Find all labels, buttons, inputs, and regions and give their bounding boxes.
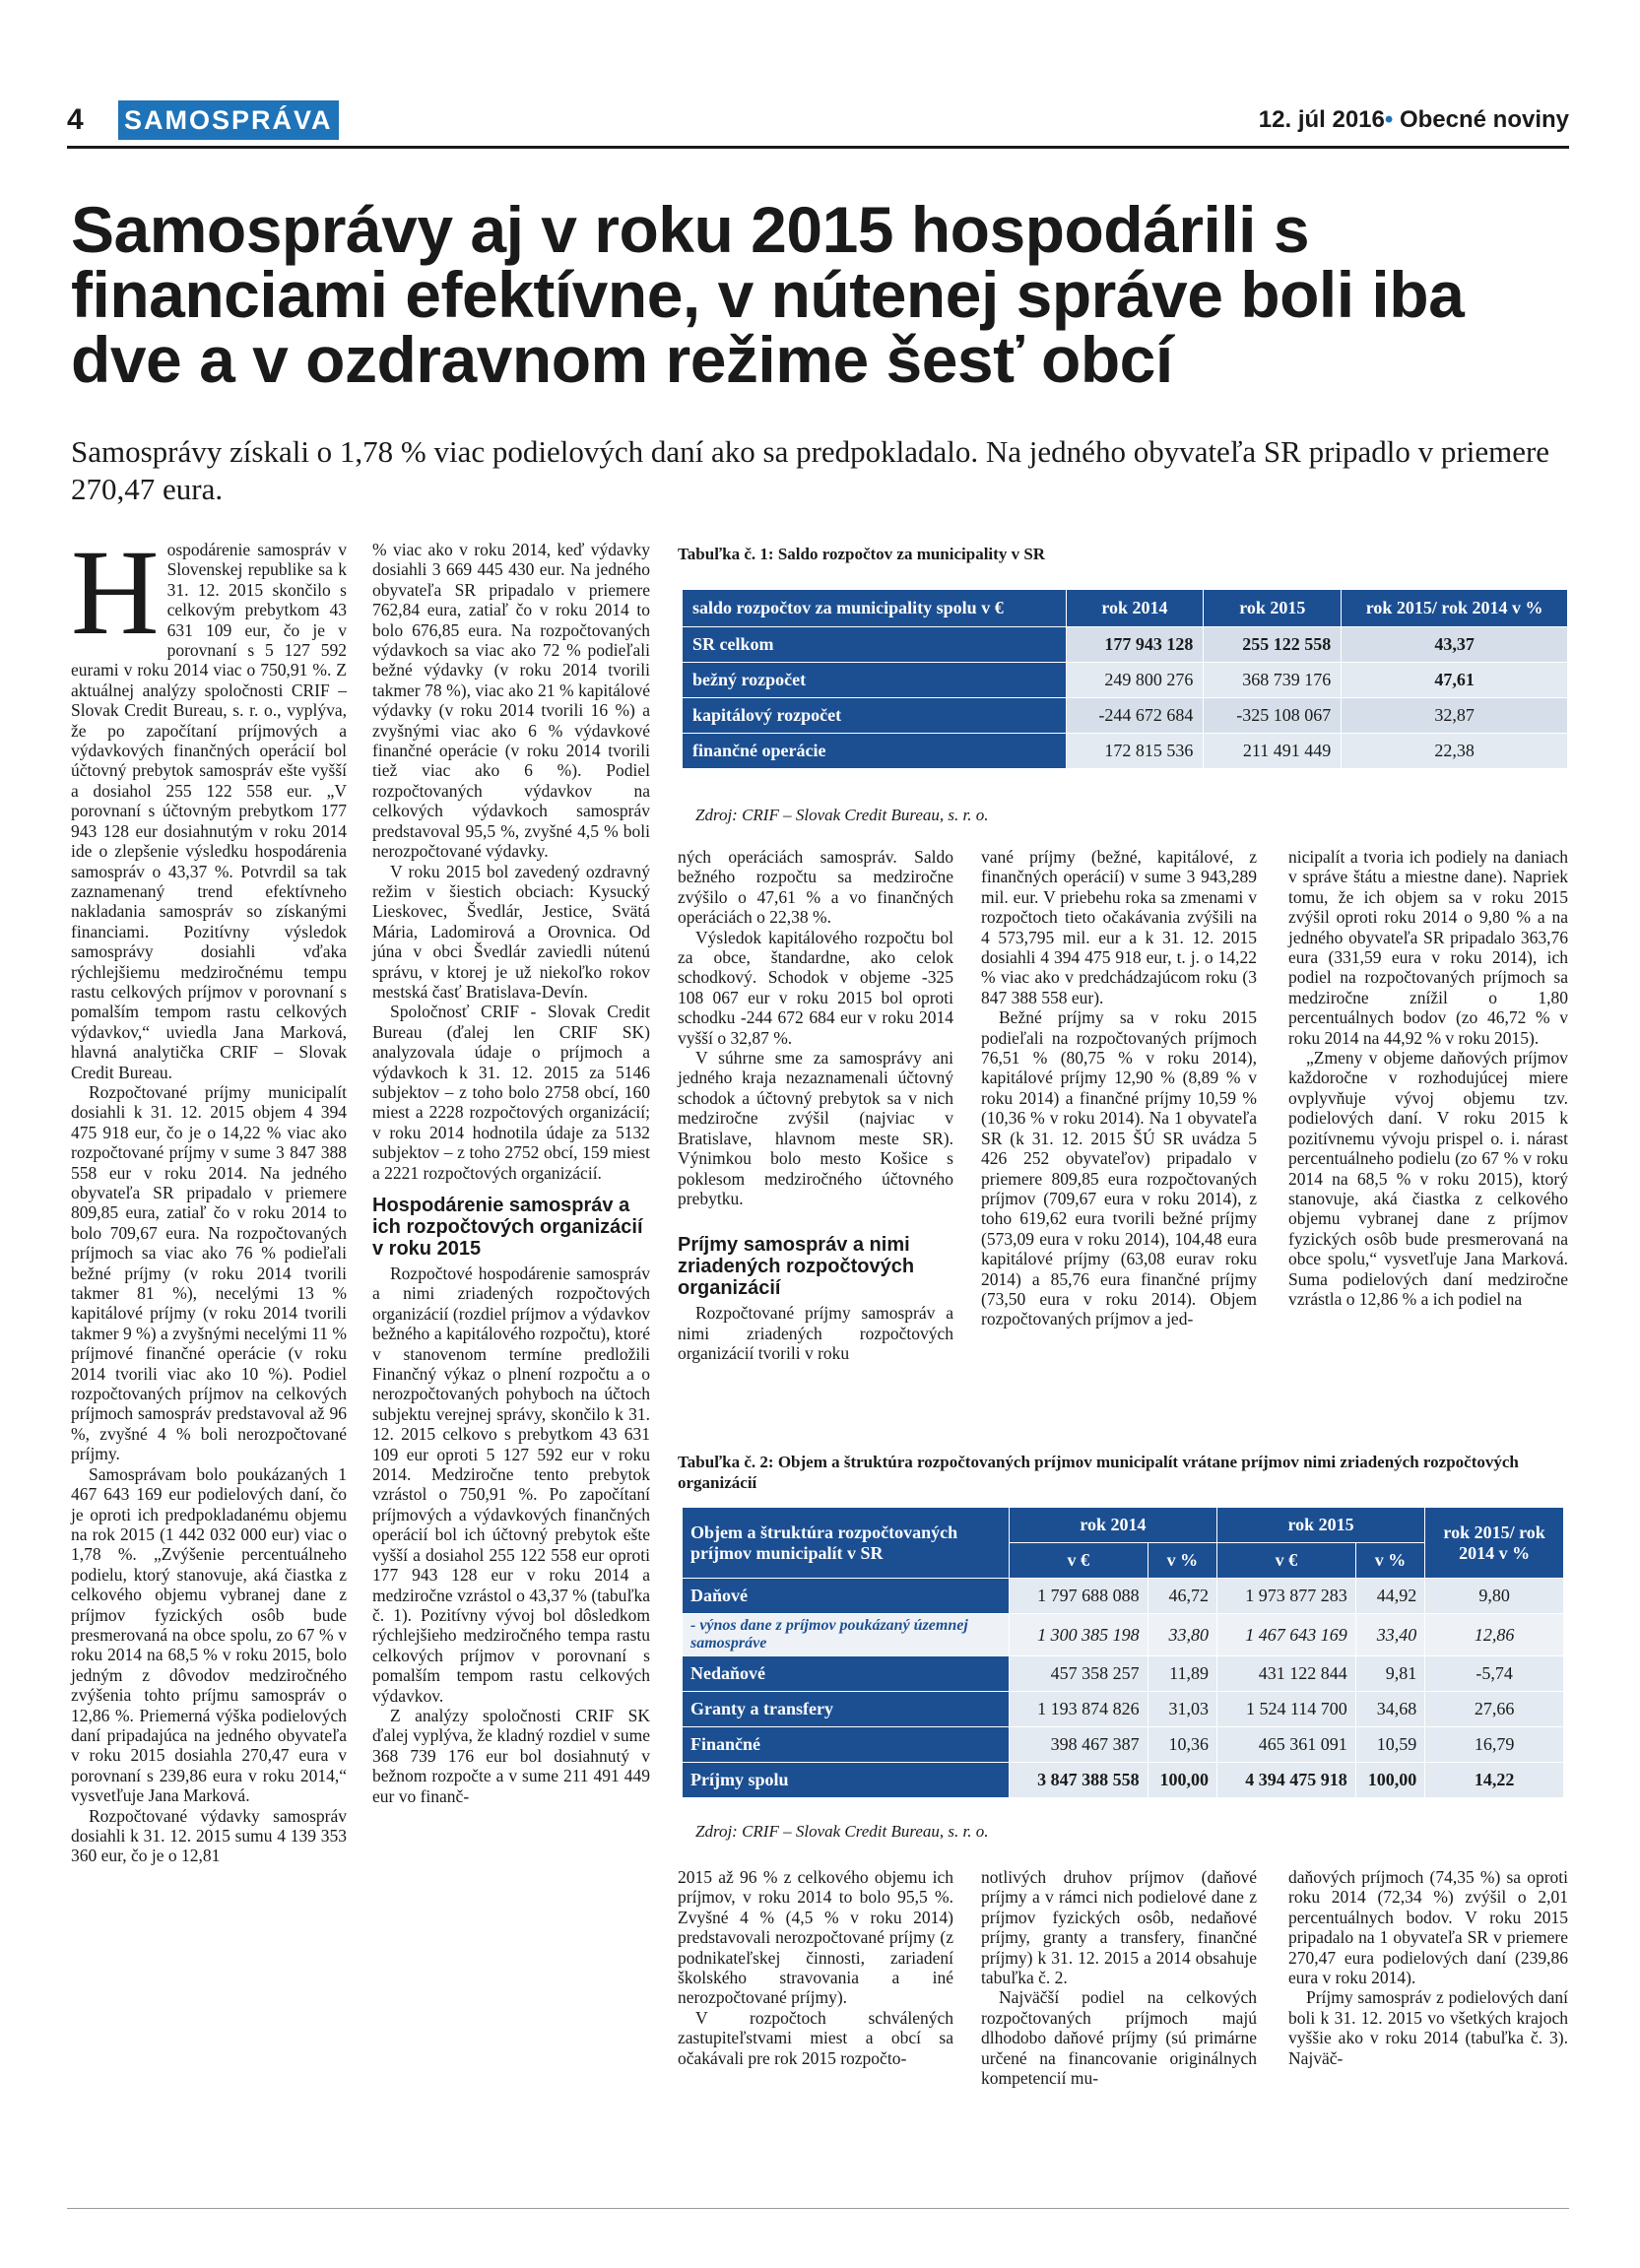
table-cell: 10,59 [1355, 1727, 1424, 1763]
row-label: finančné operácie [683, 734, 1067, 769]
paragraph: Najväčší podiel na celkových rozpočtovaných príjmoch majú dlhodobo daňové príjmy (sú primárne určené na financovanie originálnych kompetencií mu- [981, 1987, 1257, 2089]
bullet-icon: • [1384, 106, 1394, 133]
dropcap: H [71, 525, 160, 660]
table-cell: 16,79 [1425, 1727, 1564, 1763]
table-row [683, 1579, 1564, 1614]
section-heading: Príjmy samospráv a nimi zriadených rozpočtových organizácií [678, 1234, 915, 1300]
column-3-bottom [678, 1867, 953, 2068]
row-label: Príjmy spolu [683, 1763, 1010, 1798]
table-cell: -5,74 [1425, 1656, 1564, 1692]
publication-name: Obecné noviny [1399, 106, 1569, 133]
column-4 [981, 847, 1257, 1329]
table-cell: 1 300 385 198 [1009, 1614, 1148, 1656]
table-2-source: Zdroj: CRIF – Slovak Credit Bureau, s. r. o. [695, 1822, 989, 1841]
column-header: rok 2015/ rok 2014 v % [1342, 590, 1568, 627]
row-label: Granty a transfery [683, 1692, 1010, 1727]
table-cell: 43,37 [1342, 627, 1568, 663]
paragraph: Hospodárenie samospráv v Slovenskej republike sa k 31. 12. 2015 skončilo s celkovým prebytkom 43 631 109 eur, čo je v porovnaní s 5 127 592 eurami v roku 2014 viac o 750,91 %. Z aktuálnej analýzy spoločnosti CRIF – Slovak Credit Bureau, s. r. o., vyplýva, že po započítaní príjmových a výdavkových finančných operácií bol účtovný prebytok samospráv ešte vyšší a dosiahol 255 122 558 eur. „V porovnaní s účtovným prebytkom 177 943 128 eur dosiahnutým v roku 2014 ide o zlepšenie výsledku hospodárenia samospráv o 43,37 %. Potvrdil sa tak zaznamenaný trend efektívneho nakladania samospráv so získanými financiami. Pozitívny výsledok samosprávy dosiahli vďaka rýchlejšiemu medziročnému tempu rastu celkových príjmov v porovnaní s pomalším tempom rastu celkových výdavkov,“ uviedla Jana Marková, hlavná analytička CRIF – Slovak Credit Bureau. [71, 525, 347, 1082]
column-header: rok 2015 [1204, 590, 1342, 627]
row-label: Daňové [683, 1579, 1010, 1614]
table-cell: 32,87 [1342, 698, 1568, 734]
table-cell: 3 847 388 558 [1009, 1763, 1148, 1798]
table-cell: -325 108 067 [1204, 698, 1342, 734]
row-label: bežný rozpočet [683, 663, 1067, 698]
column-header: v € [1217, 1543, 1356, 1579]
paragraph: Bežné príjmy sa v roku 2015 podieľali na rozpočtovaných príjmoch 76,51 % (80,75 % v roku 2014), kapitálové príjmy 12,90 % (8,89 % v roku 2014) a finančné príjmy 10,59 % (10,36 % v roku 2014). Na 1 obyvateľa SR (k 31. 12. 2015 ŠÚ SR uvádza 5 426 252 obyvateľov) pripadalo v priemere 809,85 eura rozpočtovaných príjmov (709,67 eura v roku 2014), z toho 619,62 eura tvorili bežné príjmy (573,09 eura v roku 2014), 104,48 eura kapitálové príjmy (63,08 eurav roku 2014) a 85,76 eura finančné príjmy (73,50 eura v roku 2014). Objem rozpočtovaných príjmov a jed- [981, 1007, 1257, 1329]
table-row [683, 1692, 1564, 1727]
issue-date: 12. júl 2016 [1258, 106, 1385, 133]
table-cell: 9,81 [1355, 1656, 1424, 1692]
column-header: rok 2014 [1009, 1508, 1216, 1543]
paragraph: Rozpočtové hospodárenie samospráv a nimi zriadených rozpočtových organizácií (rozdiel príjmov a výdavkov bežného a kapitálového rozpočtu), ktoré v stanovenom termíne predložili Finančný výkaz o plnení rozpočtu a o nerozpočtovaných pohyboch na účtoch subjektu verejnej správy, skončilo k 31. 12. 2015 celkovo s prebytkom 43 631 109 eur oproti 5 127 592 eur v roku 2014. Medziročne tento prebytok vzrástol o 750,91 %. Po započítaní príjmových a výdavkových finančných operácií bol ich účtovný prebytok ešte vyšší a dosiahol 255 122 558 eur oproti 177 943 128 eur v roku 2014 a medziročne vzrástol o 43,37 % (tabuľka č. 1). Pozitívny vývoj bol dôsledkom rýchlejšieho medziročného tempa rastu celkových príjmov v porovnaní s pomalším tempom rastu celkových výdavkov. [372, 1264, 650, 1706]
paragraph: ných operáciách samospráv. Saldo bežného rozpočtu sa medziročne zvýšilo o 47,61 % a vo finančných operáciách o 22,38 %. [678, 847, 953, 928]
table-row [683, 1614, 1564, 1656]
table-1-caption: Tabuľka č. 1: Saldo rozpočtov za municipality v SR [678, 545, 1046, 563]
paragraph: Spoločnosť CRIF - Slovak Credit Bureau (ďalej len CRIF SK) analyzovala údaje o príjmoch a výdavkoch k 31. 12. 2015 za 5146 subjektov – z toho bolo 2758 obcí, 160 miest a 2228 rozpočtových organizácií; v roku 2014 hodnotila údaje za 5132 subjektov – z toho 2752 obcí, 159 miest a 2221 rozpočtových organizácií. [372, 1002, 650, 1183]
table-cell: 4 394 475 918 [1217, 1763, 1356, 1798]
table-cell: 47,61 [1342, 663, 1568, 698]
table-cell: 12,86 [1425, 1614, 1564, 1656]
table-cell: 10,36 [1148, 1727, 1216, 1763]
table-cell: 9,80 [1425, 1579, 1564, 1614]
section-badge: SAMOSPRÁVA [118, 100, 339, 140]
table-cell: 44,92 [1355, 1579, 1424, 1614]
column-header: rok 2014 [1066, 590, 1204, 627]
paragraph: notlivých druhov príjmov (daňové príjmy a v rámci nich podielové dane z príjmov fyzických osôb, nedaňové príjmy, granty a transfery, finančné príjmy) k 31. 12. 2015 a 2014 obsahuje tabuľka č. 2. [981, 1867, 1257, 1988]
footer-divider [67, 2208, 1569, 2209]
table-header-row [683, 1508, 1564, 1543]
paragraph: Výsledok kapitálového rozpočtu bol za obce, štandardne, ako celok schodkový. Schodok v objeme -325 108 067 eur v roku 2015 bol oproti schodku -244 672 684 eur v roku 2014 vyšší o 32,87 %. [678, 927, 953, 1048]
table-2-caption: Tabuľka č. 2: Objem a štruktúra rozpočtovaných príjmov municipalít vrátane príjmov nimi zriadených rozpočtových organizácií [678, 1453, 1519, 1492]
table-1-source: Zdroj: CRIF – Slovak Credit Bureau, s. r. o. [695, 806, 989, 824]
column-5-bottom [1288, 1867, 1568, 2068]
paragraph: V roku 2015 bol zavedený ozdravný režim v šiestich obciach: Kysucký Lieskovec, Švedlár, Jestice, Svätá Mária, Ladomirová a Orovnica. Od júna v obci Švedlár zaviedli nútenú správu, v ktorej je už niekoľko rokov mestská časť Bratislava-Devín. [372, 861, 650, 1002]
table-cell: 1 193 874 826 [1009, 1692, 1148, 1727]
table-row [683, 1763, 1564, 1798]
table-cell: 100,00 [1148, 1763, 1216, 1798]
column-4-bottom [981, 1867, 1257, 2088]
table-row [683, 663, 1568, 698]
table-cell: 33,80 [1148, 1614, 1216, 1656]
column-3 [678, 847, 953, 1364]
column-2 [372, 540, 650, 1806]
table-cell: 431 122 844 [1217, 1656, 1356, 1692]
paragraph: Rozpočtované výdavky samospráv dosiahli k 31. 12. 2015 sumu 4 139 353 360 eur, čo je o 12,81 [71, 1805, 347, 1866]
table-cell: 22,38 [1342, 734, 1568, 769]
table-cell: -244 672 684 [1066, 698, 1204, 734]
table-2 [682, 1507, 1564, 1798]
paragraph: 2015 až 96 % z celkového objemu ich príjmov, v roku 2014 to bolo 95,5 %. Zvyšné 4 % (4,5 % v roku 2014) predstavovali nerozpočtované príjmy (z podnikateľskej činnosti, zariadení školského stravovania a iné nerozpočtované príjmy). [678, 1867, 953, 2008]
table-cell: 211 491 449 [1204, 734, 1342, 769]
paragraph: V súhrne sme za samosprávy ani jedného kraja nezaznamenali účtovný schodok a účtovný prebytok sa v nich medziročne zvýšil (najviac v Bratislave, hlavnom meste SR). Výnimkou bolo mesto Košice s poklesom medziročného účtovného prebytku. [678, 1048, 953, 1208]
column-header: saldo rozpočtov za municipality spolu v € [683, 590, 1067, 627]
paragraph: V rozpočtoch schválených zastupiteľstvami miest a obcí sa očakávali pre rok 2015 rozpočto- [678, 2007, 953, 2068]
table-cell: 31,03 [1148, 1692, 1216, 1727]
row-label: - výnos dane z príjmov poukázaný územnej samospráve [683, 1614, 1010, 1656]
column-1 [71, 525, 347, 1866]
row-label: Finančné [683, 1727, 1010, 1763]
table-row [683, 734, 1568, 769]
table-cell: 100,00 [1355, 1763, 1424, 1798]
table-cell: 368 739 176 [1204, 663, 1342, 698]
column-header: Objem a štruktúra rozpočtovaných príjmov municipalít v SR [683, 1508, 1010, 1579]
table-row [683, 698, 1568, 734]
paragraph: Príjmy samospráv z podielových daní boli k 31. 12. 2015 vo všetkých krajoch vyššie ako v roku 2014 (tabuľka č. 3). Najväč- [1288, 1987, 1568, 2068]
column-header: v % [1148, 1543, 1216, 1579]
section-heading: Hospodárenie samospráv a ich rozpočtových organizácií v roku 2015 [372, 1195, 643, 1260]
table-1 [682, 589, 1568, 769]
table-cell: 34,68 [1355, 1692, 1424, 1727]
paragraph: „Zmeny v objeme daňových príjmov každoročne v rozhodujúcej miere ovplyvňuje vývoj objemu tzv. podielových daní. V roku 2015 k pozitívnemu vývoju prispel o. i. nárast percentuálneho podielu (zo 67 % v roku 2014 na 68,5 % v roku 2015), ktorý stanovuje, aká čiastka z celkového objemu vybranej dane z príjmov fyzických osôb bude presmerovaná na obce spolu,“ vysvetľuje Jana Marková. Suma podielových daní medziročne vzrástla o 12,86 % a ich podiel na [1288, 1048, 1568, 1309]
paragraph: Rozpočtované príjmy municipalít dosiahli k 31. 12. 2015 objem 4 394 475 918 eur, čo je o 14,22 % viac ako rozpočtované príjmy v sume 3 847 388 558 eur v roku 2014. Na jedného obyvateľa SR pripadalo v priemere 809,85 eura, zatiaľ čo v roku 2014 to bolo 709,67 eura. Na rozpočtovaných príjmoch sa viac ako 76 % podieľali bežné príjmy (v roku 2014 tvorili takmer 81 %), necelými 13 % kapitálové príjmy (v roku 2014 tvorili takmer 9 %) a zvyšnými necelými 11 % príjmové finančné operácie (v roku 2014 tvorili viac ako 10 %). Podiel rozpočtovaných príjmov na celkových príjmoch samospráv predstavoval až 96 %, zvyšné 4 % boli nerozpočtované príjmy. [71, 1081, 347, 1464]
table-row [683, 1656, 1564, 1692]
table-cell: 1 524 114 700 [1217, 1692, 1356, 1727]
paragraph: vané príjmy (bežné, kapitálové, z finančných operácií) v sume 3 943,289 mil. eur. V priebehu roka sa zmenami v rozpočtoch tieto očakávania zvýšili na 4 573,795 mil. eur a k 31. 12. 2015 dosiahli 4 394 475 918 eur, t. j. o 14,22 % viac ako v predchádzajúcom roku (3 847 388 558 eur). [981, 847, 1257, 1007]
column-header: v % [1355, 1543, 1424, 1579]
row-label: SR celkom [683, 627, 1067, 663]
table-cell: 46,72 [1148, 1579, 1216, 1614]
article-headline: Samosprávy aj v roku 2015 hospodárili s financiami efektívne, v nútenej správe boli iba dve a v ozdravnom režime šesť obcí [71, 193, 1465, 396]
table-cell: 398 467 387 [1009, 1727, 1148, 1763]
paragraph: % viac ako v roku 2014, keď výdavky dosiahli 3 669 445 430 eur. Na jedného obyvateľa SR pripadalo v priemere 762,84 eura, zatiaľ čo v roku 2014 to bolo 676,85 eura. Na rozpočtovaných výdavkoch sa viac ako 72 % podieľali bežné výdavky (v roku 2014 tvorili takmer 78 %), viac ako 21 % kapitálové výdavky (v roku 2014 tvorili 16 %) a zvyšnými viac ako 6 % výdavkové finančné operácie (v roku 2014 tvorili tiež viac ako 6 %). Podiel rozpočtovaných výdavkov na celkových výdavkoch samospráv predstavoval 95,5 %, zvyšné 4,5 % boli nerozpočtované výdavky. [372, 540, 650, 862]
page-header [67, 100, 1569, 144]
column-header: rok 2015/ rok 2014 v % [1425, 1508, 1564, 1579]
table-row [683, 627, 1568, 663]
table-cell: 465 361 091 [1217, 1727, 1356, 1763]
table-cell: 249 800 276 [1066, 663, 1204, 698]
row-label: Nedaňové [683, 1656, 1010, 1692]
column-header: v € [1009, 1543, 1148, 1579]
paragraph: daňových príjmoch (74,35 %) sa oproti roku 2014 (72,34 %) zvýšil o 2,01 percentuálnych bodov. V roku 2015 pripadalo na 1 obyvateľa SR v priemere 270,47 eura podielových daní (239,86 eura v roku 2014). [1288, 1867, 1568, 1988]
column-5 [1288, 847, 1568, 1309]
issue-info [1259, 100, 1569, 140]
table-cell: 27,66 [1425, 1692, 1564, 1727]
table-cell: 14,22 [1425, 1763, 1564, 1798]
table-cell: 1 973 877 283 [1217, 1579, 1356, 1614]
table-cell: 1 467 643 169 [1217, 1614, 1356, 1656]
table-header-row [683, 590, 1568, 627]
paragraph: Rozpočtované príjmy samospráv a nimi zriadených rozpočtových organizácií tvorili v roku [678, 1303, 953, 1364]
row-label: kapitálový rozpočet [683, 698, 1067, 734]
table-cell: 1 797 688 088 [1009, 1579, 1148, 1614]
table-row [683, 1727, 1564, 1763]
article-lead: Samosprávy získali o 1,78 % viac podielových daní ako sa predpokladalo. Na jedného obyvateľa SR pripadlo v priemere 270,47 eura. [71, 434, 1550, 506]
table-cell: 33,40 [1355, 1614, 1424, 1656]
page-number: 4 [67, 103, 84, 136]
column-header: rok 2015 [1217, 1508, 1425, 1543]
paragraph: Samosprávam bolo poukázaných 1 467 643 169 eur podielových daní, čo je oproti ich predpokladanému objemu na rok 2015 (1 442 032 000 eur) viac o 1,78 %. „Zvýšenie percentuálneho podielu, ktorý stanovuje, aká čiastka z celkového objemu vybranej dane z príjmov fyzických osôb bude presmerovaná na obce spolu, zo 67 % v roku 2014 na 68,5 % v roku 2015, bolo jedným z dôvodov medziročného zvýšenia tohto príjmu samospráv o 12,86 %. Priemerná výška podielových daní pripadajúca na jedného obyvateľa v roku 2015 dosiahla 270,47 eura v porovnaní s 239,86 eura v roku 2014,“ vysvetľuje Jana Marková. [71, 1463, 347, 1806]
table-cell: 11,89 [1148, 1656, 1216, 1692]
table-cell: 177 943 128 [1066, 627, 1204, 663]
header-divider [67, 146, 1569, 149]
paragraph: Z analýzy spoločnosti CRIF SK ďalej vyplýva, že kladný rozdiel v sume 368 739 176 eur bol dosiahnutý v bežnom rozpočte a v sume 211 491 449 eur vo finanč- [372, 1705, 650, 1806]
table-cell: 255 122 558 [1204, 627, 1342, 663]
table-cell: 172 815 536 [1066, 734, 1204, 769]
table-cell: 457 358 257 [1009, 1656, 1148, 1692]
paragraph: nicipalít a tvoria ich podiely na daniach v správe štátu a miestne dane). Napriek tomu, že ich objem sa v roku 2015 zvýšil oproti roku 2014 o 9,80 % a na jedného obyvateľa SR pripadalo 363,76 eura (331,59 eura v roku 2014), ich podiel na rozpočtovaných príjmoch sa medziročne znížil o 1,80 percentuálnych bodov (zo 46,72 % v roku 2014 na 44,92 % v roku 2015). [1288, 847, 1568, 1048]
